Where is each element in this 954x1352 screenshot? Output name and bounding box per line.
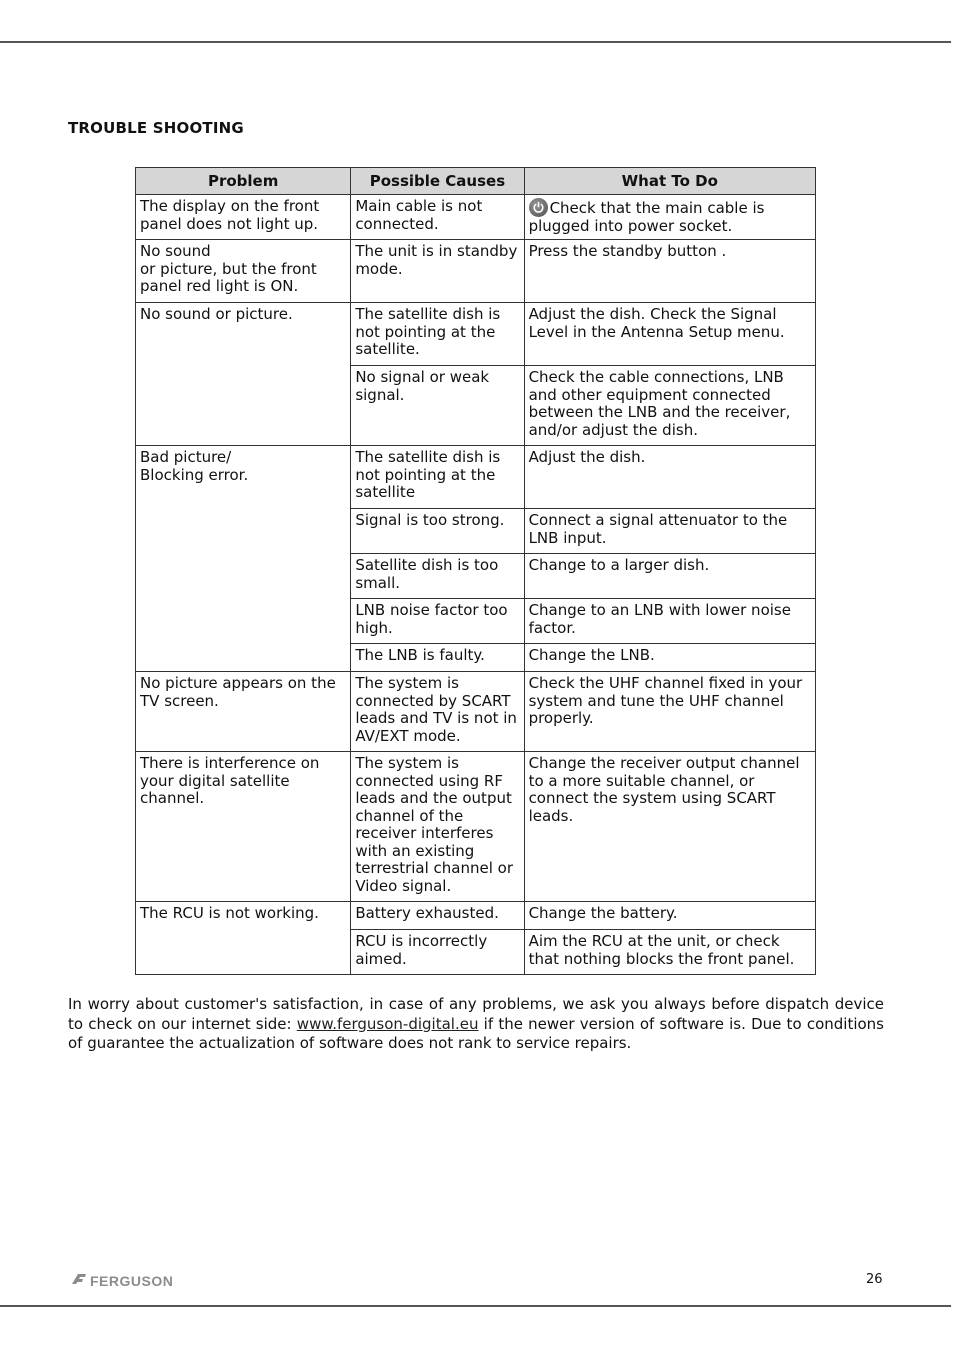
todo-cell: Connect a signal attenuator to the LNB input. <box>524 509 815 554</box>
todo-cell: Check the cable connections, LNB and other equipment connected between the LNB and the receiver, and/or adjust the dish. <box>524 366 815 446</box>
todo-cell <box>524 195 815 240</box>
cause-cell: The satellite dish is not pointing at the satellite <box>351 446 524 509</box>
cause-cell: RCU is incorrectly aimed. <box>351 930 524 975</box>
power-icon <box>529 198 548 217</box>
cause-cell: Signal is too strong. <box>351 509 524 554</box>
todo-cell: Adjust the dish. <box>524 446 815 509</box>
header-possible-causes: Possible Causes <box>351 168 524 195</box>
support-note-text-after: if the newer version of software is. Due to conditions of guarantee the actualization of software does not rank to service repairs. <box>68 1014 884 1052</box>
todo-text: Check that the main cable is plugged into power socket. <box>528 199 765 235</box>
page-heading: TROUBLE SHOOTING <box>68 119 244 137</box>
cause-cell: The LNB is faulty. <box>351 644 524 672</box>
ferguson-logo-icon <box>70 1272 88 1289</box>
todo-cell: Change the battery. <box>524 902 815 930</box>
support-note <box>68 995 884 1054</box>
cause-cell: Battery exhausted. <box>351 902 524 930</box>
ferguson-logo <box>70 1272 173 1289</box>
website-link[interactable]: www.ferguson-digital.eu <box>296 1014 479 1033</box>
page-number: 26 <box>866 1272 883 1287</box>
problem-cell: The display on the front panel does not light up. <box>136 195 351 240</box>
table-row <box>136 195 816 240</box>
table-row <box>136 752 816 902</box>
problem-cell: No picture appears on the TV screen. <box>136 672 351 752</box>
problem-cell: No sound or picture. <box>136 303 351 446</box>
cause-cell: The satellite dish is not pointing at the satellite. <box>351 303 524 366</box>
cause-cell: No signal or weak signal. <box>351 366 524 446</box>
problem-cell: There is interference on your digital satellite channel. <box>136 752 351 902</box>
troubleshooting-table <box>135 167 816 975</box>
cause-cell: The system is connected by SCART leads and TV is not in AV/EXT mode. <box>351 672 524 752</box>
todo-cell: Aim the RCU at the unit, or check that nothing blocks the front panel. <box>524 930 815 975</box>
header-problem: Problem <box>136 168 351 195</box>
cause-cell: LNB noise factor too high. <box>351 599 524 644</box>
bottom-rule <box>0 1305 951 1307</box>
problem-cell: The RCU is not working. <box>136 902 351 975</box>
cause-cell: The system is connected using RF leads and the output channel of the receiver interferes with an existing terrestrial channel or Video signal. <box>351 752 524 902</box>
table-header-row <box>136 168 816 195</box>
todo-cell: Change to an LNB with lower noise factor. <box>524 599 815 644</box>
todo-cell: Check the UHF channel fixed in your system and tune the UHF channel properly. <box>524 672 815 752</box>
cause-cell: Main cable is not connected. <box>351 195 524 240</box>
todo-cell: Adjust the dish. Check the Signal Level in the Antenna Setup menu. <box>524 303 815 366</box>
problem-cell: Bad picture/ Blocking error. <box>136 446 351 672</box>
cause-cell: Satellite dish is too small. <box>351 554 524 599</box>
cause-cell: The unit is in standby mode. <box>351 240 524 303</box>
todo-cell: Press the standby button . <box>524 240 815 303</box>
table-row <box>136 446 816 509</box>
support-note-text-before: In worry about customer's satisfaction, in case of any problems, we ask you always before dispatch device to check on our internet side: <box>68 995 884 1033</box>
todo-cell: Change the receiver output channel to a more suitable channel, or connect the system using SCART leads. <box>524 752 815 902</box>
ferguson-logo-text: FERGUSON <box>90 1272 174 1289</box>
header-what-to-do: What To Do <box>524 168 815 195</box>
todo-cell: Change the LNB. <box>524 644 815 672</box>
top-rule <box>0 41 951 43</box>
table-row <box>136 902 816 930</box>
problem-cell: No sound or picture, but the front panel red light is ON. <box>136 240 351 303</box>
table-row <box>136 672 816 752</box>
todo-cell: Change to a larger dish. <box>524 554 815 599</box>
table-row <box>136 303 816 366</box>
table-row <box>136 240 816 303</box>
